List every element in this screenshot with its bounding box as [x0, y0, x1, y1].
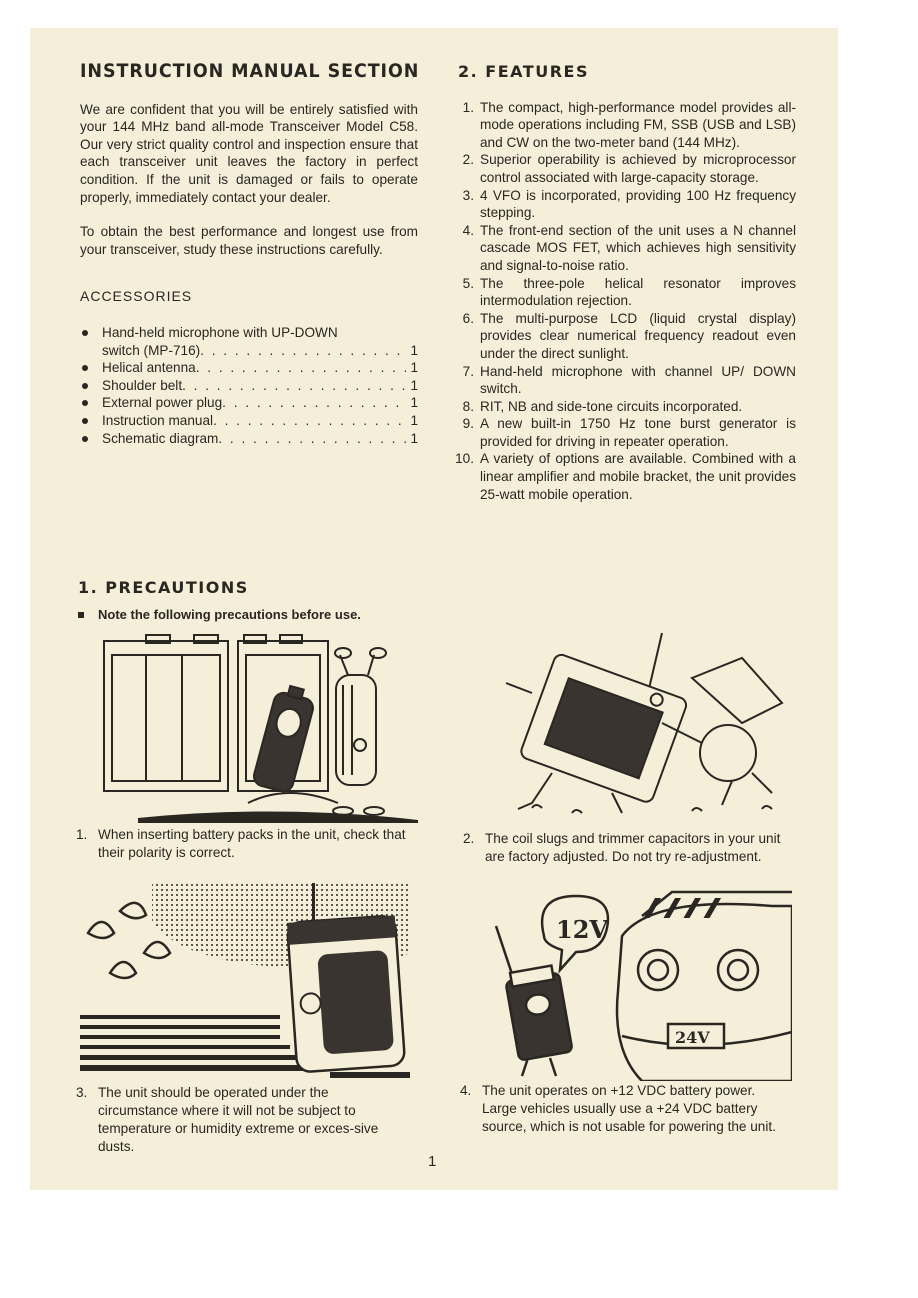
manual-page — [30, 28, 838, 1190]
precaution-caption — [76, 826, 414, 862]
feature-item — [458, 398, 796, 416]
accessory-qty: 1 — [410, 430, 418, 446]
accessories-heading: ACCESSORIES — [80, 288, 193, 305]
precaution-caption — [76, 1084, 410, 1156]
feature-text: The front-end section of the unit uses a N channel cascade MOS FET, which achieves high sensitivity and signal-to-noise ratio. — [480, 222, 796, 273]
precautions-note: Note the following precautions before use. — [78, 607, 418, 622]
accessory-name: Hand-held microphone with UP-DOWN — [102, 324, 338, 340]
precaution-number: 3. — [76, 1085, 88, 1100]
precautions-section — [78, 578, 418, 622]
accessory-item — [80, 377, 418, 395]
battery-insertion-illustration — [98, 633, 418, 823]
accessory-item — [80, 324, 418, 359]
accessory-name: Instruction manual — [102, 412, 214, 428]
accessory-item — [80, 430, 418, 448]
precaution-text: The unit operates on +12 VDC battery power. Large vehicles usually use a +24 VDC battery source, which is not usable for powering the unit. — [482, 1083, 776, 1134]
accessory-name: Schematic diagram — [102, 430, 219, 446]
feature-item — [458, 222, 796, 275]
accessory-name: Shoulder belt — [102, 377, 183, 393]
voltage-24v-label: 24V — [675, 1028, 710, 1047]
precaution-text: The coil slugs and trimmer capacitors in your unit are factory adjusted. Do not try re-adjustment. — [485, 831, 781, 864]
feature-text: 4 VFO is incorporated, providing 100 Hz frequency stepping. — [480, 187, 796, 221]
feature-number: 3. — [462, 187, 474, 203]
feature-text: A variety of options are available. Combined with a linear amplifier and mobile bracket, the unit provides 25-watt mobile operation. — [480, 451, 796, 502]
voltage-12v-label: 12V — [556, 915, 609, 944]
feature-number: 6. — [462, 310, 474, 326]
accessory-name-cont: switch (MP-716) — [102, 342, 201, 358]
accessory-item — [80, 412, 418, 430]
feature-number: 4. — [462, 222, 474, 238]
feature-number: 1. — [462, 99, 474, 115]
intro-paragraph: To obtain the best performance and longest use from your transceiver, study these instructions carefully. — [80, 224, 418, 257]
feature-item — [458, 310, 796, 363]
feature-number: 9. — [462, 416, 474, 432]
accessories-list — [80, 324, 418, 447]
feature-item — [455, 450, 796, 503]
precaution-number: 4. — [460, 1083, 472, 1098]
page-title: INSTRUCTION MANUAL SECTION — [80, 60, 420, 82]
feature-item — [458, 415, 796, 450]
precaution-text: When inserting battery packs in the unit, check that their polarity is correct. — [98, 827, 406, 860]
feature-item — [458, 363, 796, 398]
voltage-car-illustration — [492, 886, 792, 1081]
accessory-item — [80, 359, 418, 377]
feature-text: A new built-in 1750 Hz tone burst generator is provided for driving in repeater operation. — [480, 416, 796, 449]
accessory-qty: 1 — [410, 360, 418, 376]
feature-number: 5. — [462, 275, 474, 291]
intro-paragraph: We are confident that you will be entirely satisfied with your 144 MHz band all-mode Transceiver Model C58. Our very strict quality control and inspection ensure that each transceiver unit leaves the factory in perfect condition. If the unit is damaged or fails to operate properly, immediately contact your dealer. — [80, 101, 418, 205]
accessory-qty: 1 — [410, 342, 418, 358]
features-column — [455, 62, 796, 503]
feature-text: Hand-held microphone with channel UP/ DOWN switch. — [480, 363, 796, 397]
feature-number: 2. — [462, 152, 474, 168]
precautions-heading: 1. PRECAUTIONS — [78, 578, 249, 597]
precaution-number: 2. — [463, 831, 475, 846]
feature-text: Superior operability is achieved by microprocessor control associated with large-capacity storage. — [480, 152, 796, 185]
feature-number: 7. — [462, 363, 474, 379]
feature-item — [458, 187, 796, 222]
precaution-caption — [463, 830, 796, 866]
accessory-name: Helical antenna — [102, 360, 196, 376]
precaution-number: 1. — [76, 827, 88, 842]
humidity-dust-illustration — [80, 883, 410, 1083]
accessory-qty: 1 — [410, 412, 418, 428]
accessory-name: External power plug — [102, 395, 223, 411]
accessory-qty: 1 — [410, 395, 418, 411]
feature-text: The three-pole helical resonator improves intermodulation rejection. — [480, 275, 796, 309]
features-list — [455, 99, 796, 504]
accessory-qty: 1 — [410, 377, 418, 393]
feature-item — [458, 275, 796, 310]
feature-item — [458, 151, 796, 186]
feature-number: 8. — [462, 398, 474, 414]
page-number: 1 — [428, 1153, 437, 1170]
left-column — [80, 60, 420, 447]
precaution-caption — [460, 1082, 792, 1136]
feature-item — [458, 99, 796, 152]
accessory-item — [80, 394, 418, 412]
coil-adjustment-illustration — [492, 633, 792, 818]
feature-text: The multi-purpose LCD (liquid crystal display) provides clear numerical frequency readout even under the direct sunlight. — [480, 310, 796, 361]
bullet-square-icon — [78, 612, 84, 618]
feature-number: 10. — [455, 451, 474, 467]
feature-text: The compact, high-performance model provides all-mode operations including FM, SSB (USB and LSB) and CW on the two-meter band (144 MHz). — [480, 99, 796, 150]
precaution-text: The unit should be operated under the circumstance where it will not be subject to temperature or humidity extreme or exces-sive dusts. — [98, 1085, 379, 1154]
feature-text: RIT, NB and side-tone circuits incorporated. — [480, 398, 743, 414]
features-heading: 2. FEATURES — [458, 62, 589, 81]
